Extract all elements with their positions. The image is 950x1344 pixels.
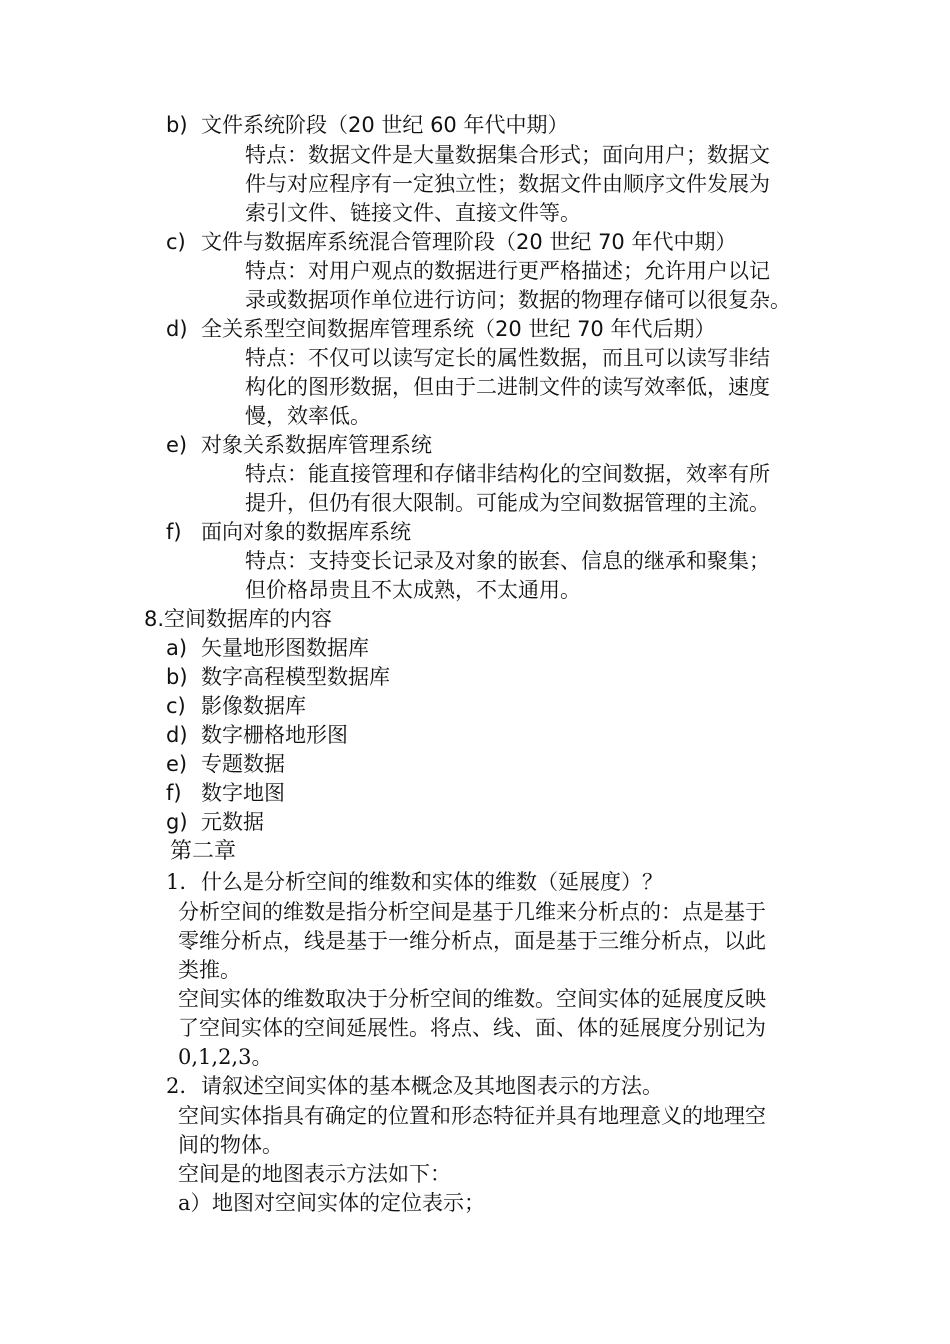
list-item: 专题数据 [201,752,285,776]
item-detail-line: 特点：数据文件是大量数据集合形式；面向用户；数据文 [245,143,770,167]
question-number: 2. [166,1074,187,1098]
item-detail-line: 构化的图形数据，但由于二进制文件的读写效率低，速度 [245,375,770,399]
item-title: 文件与数据库系统混合管理阶段（20 世纪 70 年代中期） [201,230,737,254]
item-title: 文件系统阶段（20 世纪 60 年代中期） [201,113,569,137]
item-marker: f) [166,520,182,544]
list-item: 数字地图 [201,781,285,805]
answer-line: 间的物体。 [178,1133,283,1157]
item-title: 对象关系数据库管理系统 [201,433,432,457]
item-detail-line: 但价格昂贵且不太成熟，不太通用。 [245,578,581,602]
list-item-marker: e) [166,752,188,776]
question-text: 什么是分析空间的维数和实体的维数（延展度）？ [201,870,663,894]
item-detail-line: 索引文件、链接文件、直接文件等。 [245,201,581,225]
item-detail-line: 件与对应程序有一定独立性；数据文件由顺序文件发展为 [245,172,770,196]
item-detail-line: 录或数据项作单位进行访问；数据的物理存储可以很复杂。 [245,288,791,312]
list-item-marker: d) [166,723,188,747]
list-item: 数字高程模型数据库 [201,665,390,689]
list-item: 数字栅格地形图 [201,723,348,747]
item-detail-line: 特点：支持变长记录及对象的嵌套、信息的继承和聚集； [245,549,770,573]
list-item-marker: b) [166,665,188,689]
chapter-title: 第二章 [170,839,237,864]
item-marker: e) [166,433,188,457]
list-item-marker: f) [166,781,182,805]
item-title: 面向对象的数据库系统 [201,520,411,544]
answer-line: 空间实体指具有确定的位置和形态特征并具有地理意义的地理空 [178,1104,766,1128]
list-item: 影像数据库 [201,694,306,718]
item-detail-line: 提升，但仍有很大限制。可能成为空间数据管理的主流。 [245,491,770,515]
question-text: 请叙述空间实体的基本概念及其地图表示的方法。 [201,1074,663,1098]
item-title: 全关系型空间数据库管理系统（20 世纪 70 年代后期） [201,317,716,341]
answer-line: 类推。 [178,958,241,982]
answer-line: 空间是的地图表示方法如下： [178,1162,451,1186]
list-item: 矢量地形图数据库 [201,636,369,660]
list-item-marker: g) [166,810,188,834]
list-item-marker: a) [166,636,188,660]
answer-line: 零维分析点，线是基于一维分析点，面是基于三维分析点，以此 [178,929,766,953]
sub-item-text: 地图对空间实体的定位表示； [212,1191,485,1215]
answer-line: 分析空间的维数是指分析空间是基于几维来分析点的：点是基于 [178,900,766,924]
sub-item-marker: a） [178,1191,212,1215]
answer-line: 0,1,2,3。 [178,1045,273,1069]
item-marker: b) [166,113,188,137]
answer-line: 空间实体的维数取决于分析空间的维数。空间实体的延展度反映 [178,987,766,1011]
item-marker: d) [166,317,188,341]
section-heading: 8.空间数据库的内容 [144,607,333,631]
item-detail-line: 特点：不仅可以读写定长的属性数据，而且可以读写非结 [245,346,770,370]
item-detail-line: 特点：对用户观点的数据进行更严格描述；允许用户以记 [245,259,770,283]
list-item: 元数据 [201,810,264,834]
question-number: 1. [166,870,187,894]
item-detail-line: 特点：能直接管理和存储非结构化的空间数据，效率有所 [245,462,770,486]
list-item-marker: c) [166,694,186,718]
item-detail-line: 慢，效率低。 [245,404,371,428]
item-marker: c) [166,230,186,254]
answer-line: 了空间实体的空间延展性。将点、线、面、体的延展度分别记为 [178,1016,766,1040]
